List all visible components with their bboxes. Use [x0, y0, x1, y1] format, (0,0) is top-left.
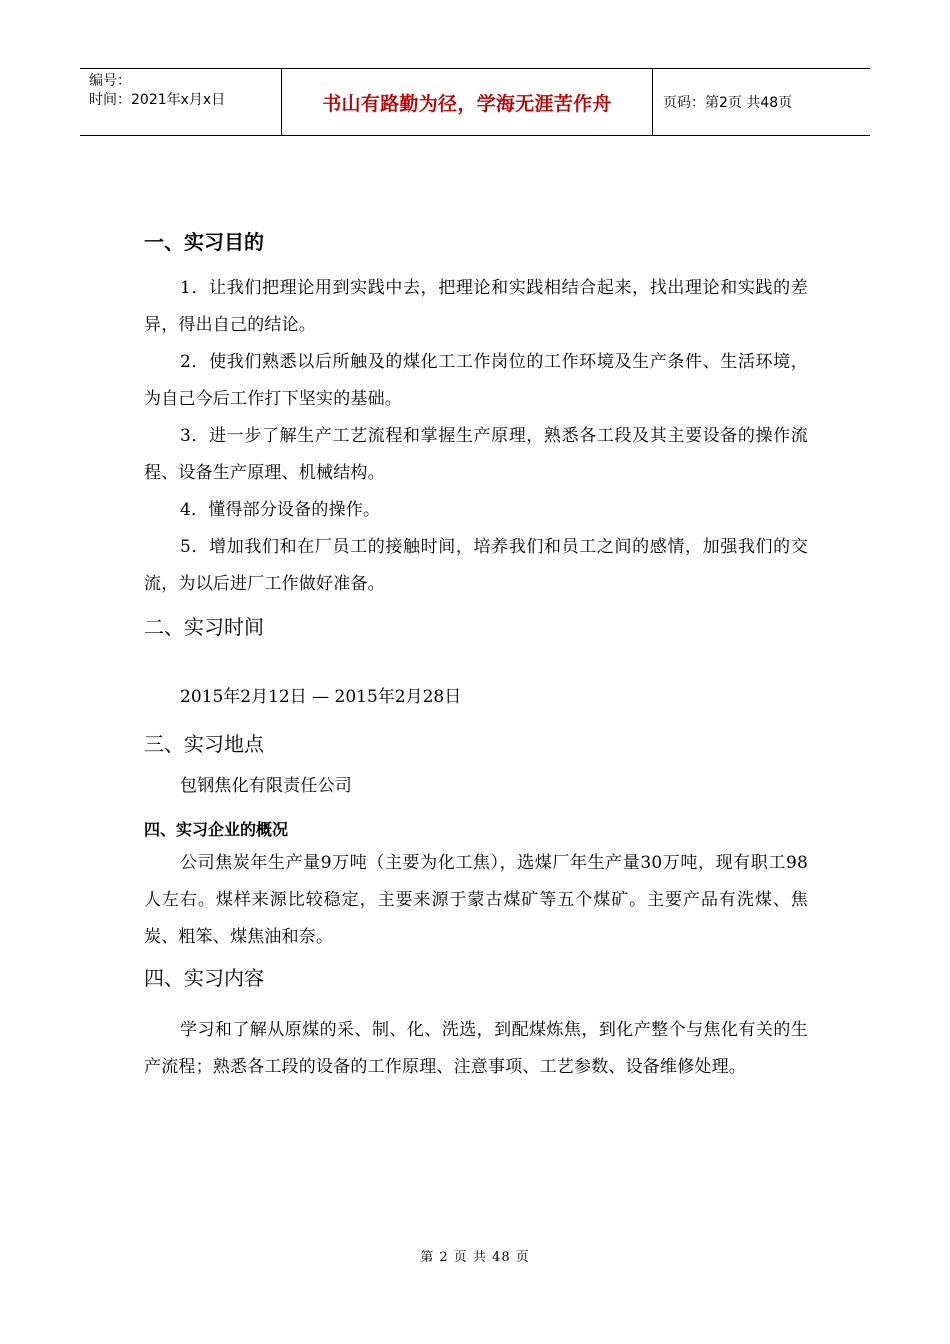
document-body	[144, 228, 808, 1086]
section-title-content: 四、实习内容	[144, 966, 264, 990]
page-footer: 第 2 页 共 48 页	[420, 1250, 530, 1265]
purpose-item-4: 4．懂得部分设备的操作。	[180, 500, 381, 520]
document-header	[80, 68, 870, 136]
header-time-label: 时间：2021年x月x日	[89, 92, 226, 108]
purpose-item-1: 1．让我们把理论用到实践中去，把理论和实践相结合起来，找出理论和实践的差异，得出自己的结论。	[144, 278, 808, 335]
section-title-company-overview: 四、实习企业的概况	[144, 820, 289, 839]
section-title-purpose: 一、实习目的	[144, 230, 264, 254]
internship-content-text: 学习和了解从原煤的采、制、化、洗选，到配煤炼焦，到化产整个与焦化有关的生产流程；熟悉各工段的设备的工作原理、注意事项、工艺参数、设备维修处理。	[144, 1020, 808, 1077]
section-title-time: 二、实习时间	[144, 615, 264, 639]
internship-location: 包钢焦化有限责任公司	[180, 776, 352, 796]
header-number-label: 编号：	[89, 73, 131, 89]
header-page-info: 页码：第2页 共48页	[663, 95, 793, 111]
company-overview-text: 公司焦炭年生产量9万吨（主要为化工焦），选煤厂年生产量30万吨，现有职工98人左右。煤样来源比较稳定，主要来源于蒙古煤矿等五个煤矿。主要产品有洗煤、焦炭、粗笨、煤焦油和奈。	[144, 853, 808, 947]
header-motto: 书山有路勤为径，学海无涯苦作舟	[282, 69, 653, 135]
internship-dates: 2015年2月12日 — 2015年2月28日	[180, 687, 462, 707]
section-title-location: 三、实习地点	[144, 732, 264, 756]
purpose-item-3: 3．进一步了解生产工艺流程和掌握生产原理，熟悉各工段及其主要设备的操作流程、设备生产原理、机械结构。	[144, 426, 808, 483]
purpose-item-5: 5．增加我们和在厂员工的接触时间，培养我们和员工之间的感情，加强我们的交流，为以后进厂工作做好准备。	[144, 537, 808, 594]
header-meta-cell	[80, 69, 282, 135]
purpose-item-2: 2．使我们熟悉以后所触及的煤化工工作岗位的工作环境及生产条件、生活环境，为自己今后工作打下坚实的基础。	[144, 352, 808, 409]
